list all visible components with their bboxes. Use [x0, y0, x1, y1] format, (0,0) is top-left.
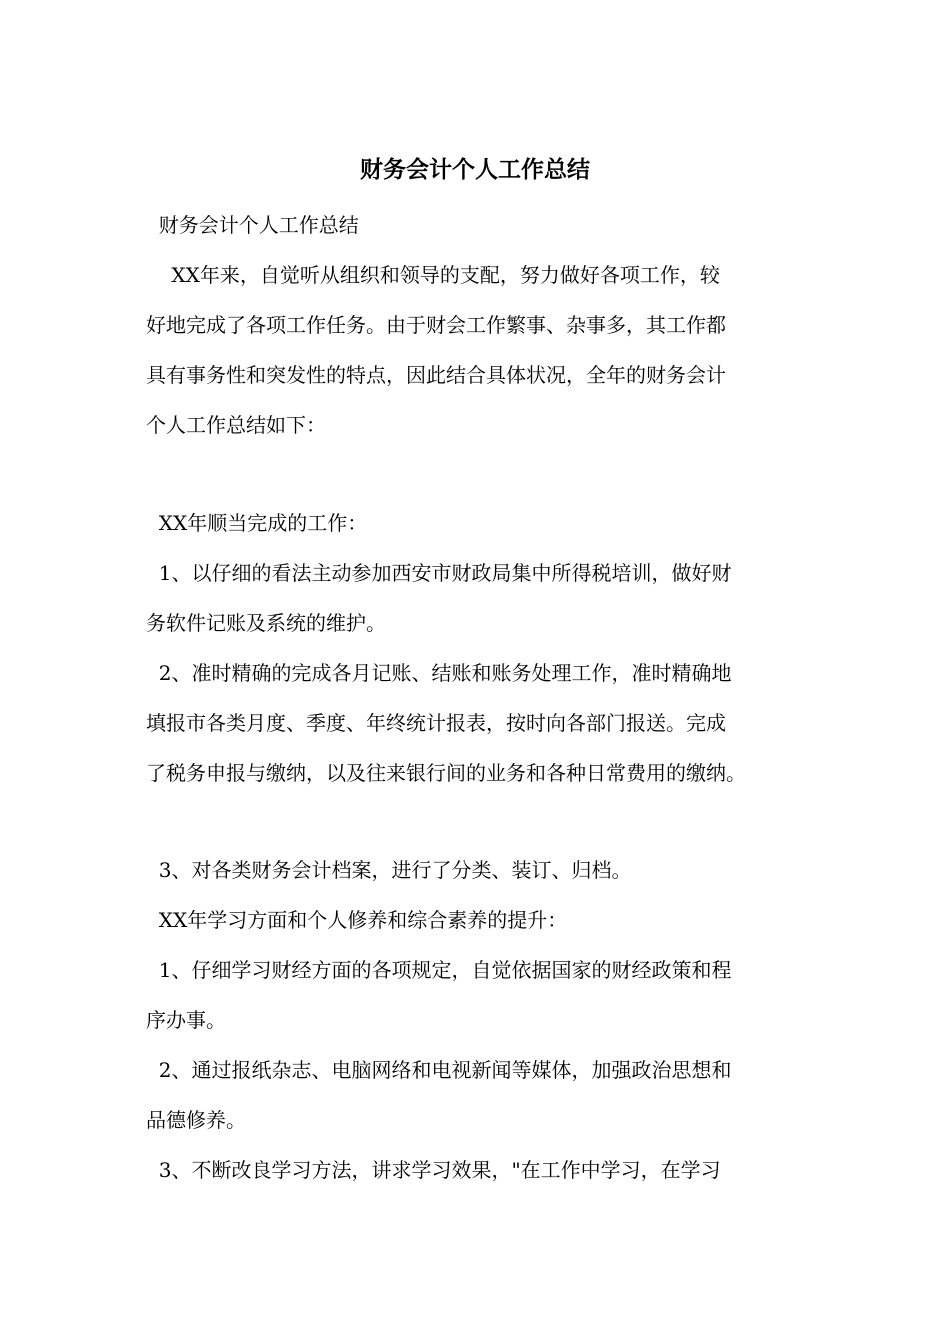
document-title: 财务会计个人工作总结: [360, 156, 590, 183]
paragraph-line: 好地完成了各项工作任务。由于财会工作繁事、杂事多，其工作都: [146, 313, 726, 337]
list-item-line: 1、仔细学习财经方面的各项规定，自觉依据国家的财经政策和程: [146, 958, 732, 982]
list-item-line: 3、对各类财务会计档案，进行了分类、装订、归档。: [146, 858, 632, 882]
list-item-line: 务软件记账及系统的维护。: [146, 611, 386, 635]
paragraph-line: 个人工作总结如下：: [146, 413, 326, 437]
list-item-line: 填报市各类月度、季度、年终统计报表，按时向各部门报送。完成: [146, 711, 726, 735]
list-item-line: 了税务申报与缴纳，以及往来银行间的业务和各种日常费用的缴纳。: [146, 761, 746, 785]
list-item-line: 2、通过报纸杂志、电脑网络和电视新闻等媒体，加强政治思想和: [146, 1058, 732, 1082]
paragraph-line: 具有事务性和突发性的特点，因此结合具体状况，全年的财务会计: [146, 363, 726, 387]
list-item-line: 3、不断改良学习方法，讲求学习效果，"在工作中学习，在学习: [146, 1158, 721, 1182]
list-item-line: 2、准时精确的完成各月记账、结账和账务处理工作，准时精确地: [146, 661, 732, 685]
subtitle-line: 财务会计个人工作总结: [146, 213, 359, 237]
section-heading: XX年顺当完成的工作：: [146, 511, 368, 535]
list-item-line: 1、以仔细的看法主动参加西安市财政局集中所得税培训，做好财: [146, 561, 732, 585]
section-heading: XX年学习方面和个人修养和综合素养的提升：: [146, 908, 568, 932]
list-item-line: 品德修养。: [146, 1108, 246, 1132]
paragraph-line: XX年来，自觉听从组织和领导的支配，努力做好各项工作，较: [146, 263, 720, 287]
list-item-line: 序办事。: [146, 1008, 226, 1032]
